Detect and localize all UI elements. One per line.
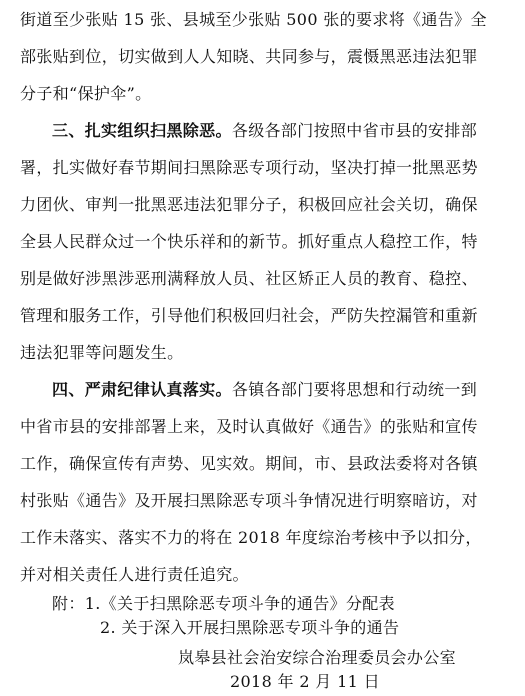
intro-line-2: 部张贴到位，切实做到人人知晓、共同参与，震慑黑恶违法犯罪	[20, 47, 478, 66]
section3-line-4: 全县人民群众过一个快乐祥和的新节。抓好重点人稳控工作，特	[20, 232, 478, 251]
section4-line-1: 各镇各部门要将思想和行动统一到	[231, 380, 478, 399]
intro-line-3: 分子和“保护伞”。	[20, 84, 152, 103]
section4-first-line	[52, 380, 477, 400]
section3-line-2: 署，扎实做好春节期间扫黑除恶专项行动，坚决打掉一批黑恶势	[20, 158, 478, 177]
section3-line-5: 别是做好涉黑涉恶刑满释放人员、社区矫正人员的教育、稳控、	[20, 269, 478, 288]
section4-line-2: 中省市县的安排部署上来，及时认真做好《通告》的张贴和宣传	[20, 417, 478, 436]
section4-heading: 四、严肃纪律认真落实。	[52, 380, 232, 399]
section4-line-3: 工作，确保宣传有声势、见实效。期间，市、县政法委将对各镇	[20, 454, 478, 473]
section4-line-4: 村张贴《通告》及开展扫黑除恶专项斗争情况进行明察暗访，对	[20, 491, 478, 510]
section3-line-3: 力团伙、审判一批黑恶违法犯罪分子，积极回应社会关切，确保	[20, 195, 478, 214]
attachment-item-2: 2. 关于深入开展扫黑除恶专项斗争的通告	[100, 618, 400, 637]
section4-line-6: 并对相关责任人进行责任追究。	[20, 565, 249, 584]
signature-date: 2018 年 2 月 11 日	[230, 672, 380, 691]
section3-line-6: 管理和服务工作，引导他们积极回归社会，严防失控漏管和重新	[20, 306, 478, 325]
section3-heading: 三、扎实组织扫黑除恶。	[52, 121, 232, 140]
section3-line-7: 违法犯罪等问题发生。	[20, 343, 184, 362]
signature-org: 岚皋县社会治安综合治理委员会办公室	[178, 648, 456, 667]
section4-line-5: 工作未落实、落实不力的将在 2018 年度综治考核中予以扣分，	[20, 528, 482, 547]
attachment-item-1: 附：1.《关于扫黑除恶专项斗争的通告》分配表	[52, 594, 395, 613]
intro-line-1: 街道至少张贴 15 张、县城至少张贴 500 张的要求将《通告》全	[20, 10, 487, 29]
section3-first-line	[52, 121, 477, 141]
section3-line-1: 各级各部门按照中省市县的安排部	[231, 121, 478, 140]
